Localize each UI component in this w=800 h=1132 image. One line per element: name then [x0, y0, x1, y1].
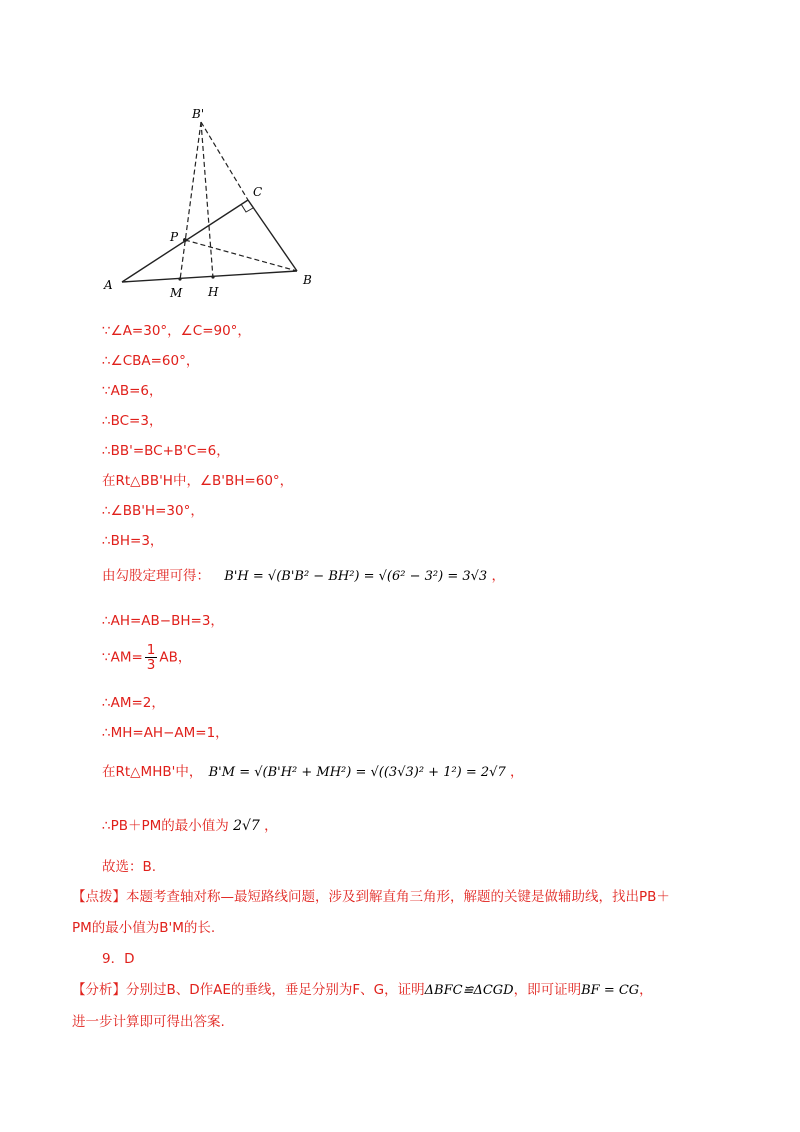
- step-12: ∴AM=2，: [102, 695, 165, 711]
- step-9-prefix: 由勾股定理可得：: [102, 568, 210, 584]
- step-20-suffix: ，: [639, 982, 653, 998]
- step-17: 【点拨】本题考查轴对称—最短路线问题，涉及到解直角三角形，解题的关键是做辅助线，找出PB＋: [72, 889, 670, 905]
- step-5: ∴BB'=BC+B'C=6，: [102, 443, 230, 459]
- step-21: 进一步计算即可得出答案.: [72, 1014, 225, 1030]
- step-14-formula: B'M = √(B'H² + MH²) = √((3√3)² + 1²) = 2√7: [208, 765, 506, 780]
- step-15-prefix: ∴PB＋PM的最小值为: [102, 818, 229, 834]
- step-9-formula: B'H = √(B'B² − BH²) = √(6² − 3²) = 3√3: [224, 569, 488, 584]
- step-4: ∴BC=3，: [102, 413, 163, 429]
- step-20-formula-1: ΔBFC≌ΔCGD: [424, 983, 514, 998]
- step-14-prefix: 在Rt△MHB'中，: [102, 764, 203, 780]
- label-H: H: [208, 285, 219, 299]
- step-20: [72, 980, 653, 1001]
- step-10: ∴AH=AB−BH=3，: [102, 613, 224, 629]
- point-P: [183, 238, 187, 242]
- point-H: [211, 275, 214, 278]
- fraction-denominator: 3: [146, 657, 156, 673]
- step-7: ∴∠BB'H=30°，: [102, 503, 204, 519]
- geometry-figure: [95, 100, 325, 305]
- step-1: ∵∠A=30°，∠C=90°，: [102, 323, 251, 339]
- step-3: ∵AB=6，: [102, 383, 163, 399]
- label-B: B: [303, 273, 312, 287]
- step-2: ∴∠CBA=60°，: [102, 353, 200, 369]
- fraction-numerator: 1: [146, 642, 156, 658]
- step-11: [102, 643, 191, 672]
- step-14: [102, 762, 524, 783]
- step-9: [102, 566, 505, 587]
- step-13: ∴MH=AH−AM=1，: [102, 725, 229, 741]
- step-18: PM的最小值为B'M的长.: [72, 920, 216, 936]
- label-C: C: [253, 185, 263, 199]
- label-B-prime: B': [192, 107, 205, 121]
- label-M: M: [170, 286, 183, 300]
- point-M: [178, 277, 181, 280]
- segment-PB: [185, 240, 297, 271]
- label-P: P: [170, 230, 179, 244]
- step-20-prefix: 【分析】分别过B、D作AE的垂线，垂足分别为F、G，证明: [72, 982, 425, 998]
- step-20-mid: ，即可证明: [513, 982, 582, 998]
- step-14-suffix: ，: [510, 764, 524, 780]
- step-19: 9．D: [102, 951, 135, 967]
- segment-BprimeM: [180, 122, 201, 280]
- segment-CB: [248, 200, 297, 271]
- step-15-suffix: ，: [264, 818, 278, 834]
- fraction-one-third: [145, 643, 158, 672]
- segment-BprimeC: [201, 122, 248, 200]
- step-8: ∴BH=3，: [102, 533, 164, 549]
- step-15-value: 2√7: [233, 818, 260, 834]
- step-15: [102, 816, 278, 836]
- step-6: 在Rt△BB'H中，∠B'BH=60°，: [102, 473, 294, 489]
- step-11-suffix: AB，: [159, 649, 192, 666]
- step-9-suffix: ，: [491, 568, 505, 584]
- segment-AB: [122, 271, 297, 282]
- step-11-prefix: ∵AM=: [102, 649, 143, 666]
- step-16: 故选：B.: [102, 859, 157, 875]
- segment-BprimeH: [201, 122, 213, 278]
- label-A: A: [104, 278, 113, 292]
- step-20-formula-2: BF = CG: [581, 983, 640, 998]
